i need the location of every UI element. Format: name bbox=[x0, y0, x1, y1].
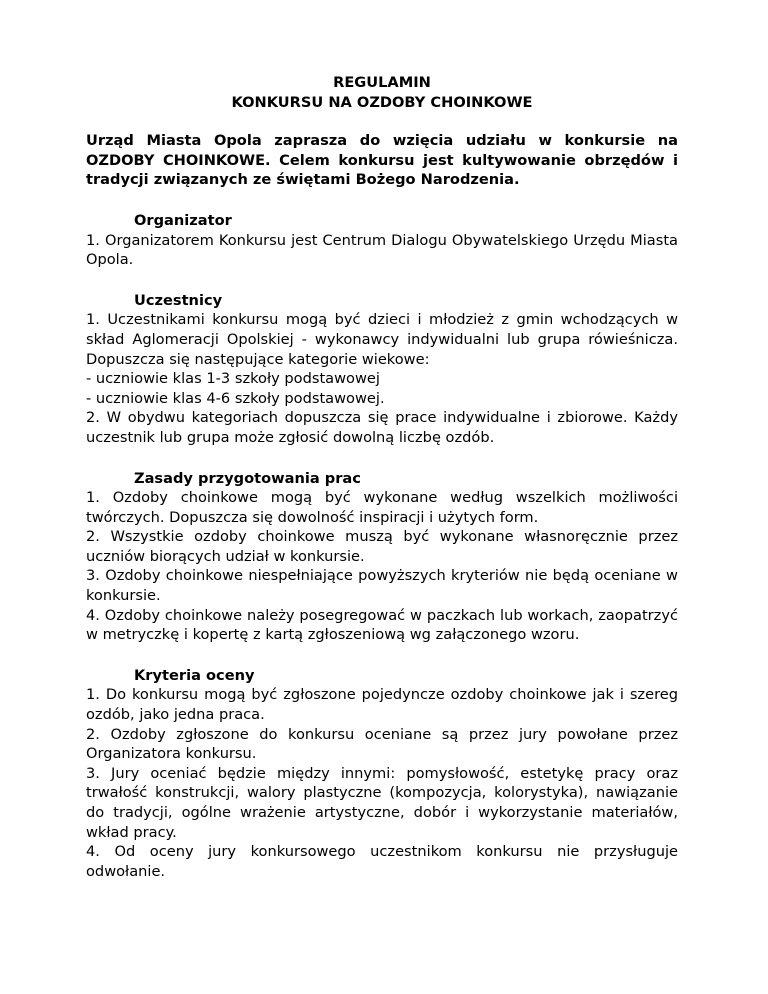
paragraph: 3. Jury oceniać będzie między innymi: pomysłowość, estetykę pracy oraz trwałość konstrukcji, walory plastyczne (kompozycja, kolorystyka), nawiązanie do tradycji, ogólne wrażenie artystyczne, dobór i wykorzystanie materiałów, wkład pracy. bbox=[86, 764, 678, 841]
paragraph: 2. Wszystkie ozdoby choinkowe muszą być wykonane własnoręcznie przez uczniów biorących udział w konkursie. bbox=[86, 528, 678, 565]
paragraph: 4. Od oceny jury konkursowego uczestnikom konkursu nie przysługuje odwołanie. bbox=[86, 843, 678, 880]
section-uczestnicy bbox=[86, 291, 678, 448]
section-heading: Zasady przygotowania prac bbox=[134, 469, 361, 487]
section-heading: Organizator bbox=[134, 211, 232, 229]
paragraph: 4. Ozdoby choinkowe należy posegregować w paczkach lub workach, zaopatrzyć w metryczkę i kopertę z kartą zgłoszeniową wg załączonego wzoru. bbox=[86, 606, 678, 644]
paragraph: 2. W obydwu kategoriach dopuszcza się prace indywidualne i zbiorowe. Każdy uczestnik lub grupa może zgłosić dowolną liczbę ozdób. bbox=[86, 409, 678, 446]
document-title-line-2: KONKURSU NA OZDOBY CHOINKOWE bbox=[231, 93, 533, 111]
intro-paragraph: Urząd Miasta Opola zaprasza do wzięcia udziału w konkursie na OZDOBY CHOINKOWE. Celem konkursu jest kultywowanie obrzędów i tradycji związanych ze świętami Bożego Narodzenia. bbox=[86, 132, 678, 189]
section-heading: Uczestnicy bbox=[134, 291, 223, 309]
list-item: - uczniowie klas 4-6 szkoły podstawowej. bbox=[86, 389, 385, 407]
section-body bbox=[86, 488, 678, 645]
paragraph: 1. Organizatorem Konkursu jest Centrum Dialogu Obywatelskiego Urzędu Miasta Opola. bbox=[86, 231, 678, 269]
paragraph: 1. Do konkursu mogą być zgłoszone pojedyncze ozdoby choinkowe jak i szereg ozdób, jako jedna praca. bbox=[86, 686, 678, 724]
paragraph: 1. Uczestnikami konkursu mogą być dzieci i młodzież z gmin wchodzących w skład Aglomeracji Opolskiej - wykonawcy indywidualni lub grupa rówieśnicza. Dopuszcza się następujące kategorie wiekowe: bbox=[86, 311, 678, 368]
section-body bbox=[86, 310, 678, 447]
document-title-line-1: REGULAMIN bbox=[333, 74, 431, 91]
section-body bbox=[86, 685, 678, 881]
section-zasady bbox=[86, 469, 678, 645]
section-kryteria bbox=[86, 666, 678, 882]
section-body bbox=[86, 231, 678, 270]
paragraph: 2. Ozdoby zgłoszone do konkursu oceniane są przez jury powołane przez Organizatora konkursu. bbox=[86, 725, 678, 763]
paragraph: 1. Ozdoby choinkowe mogą być wykonane według wszelkich możliwości twórczych. Dopuszcza się dowolność inspiracji i użytych form. bbox=[86, 489, 678, 526]
section-heading: Kryteria oceny bbox=[134, 666, 255, 684]
list-item: - uczniowie klas 1-3 szkoły podstawowej bbox=[86, 370, 380, 388]
paragraph: 3. Ozdoby choinkowe niespełniające powyższych kryteriów nie będą oceniane w konkursie. bbox=[86, 567, 678, 605]
section-organizator bbox=[86, 211, 678, 270]
